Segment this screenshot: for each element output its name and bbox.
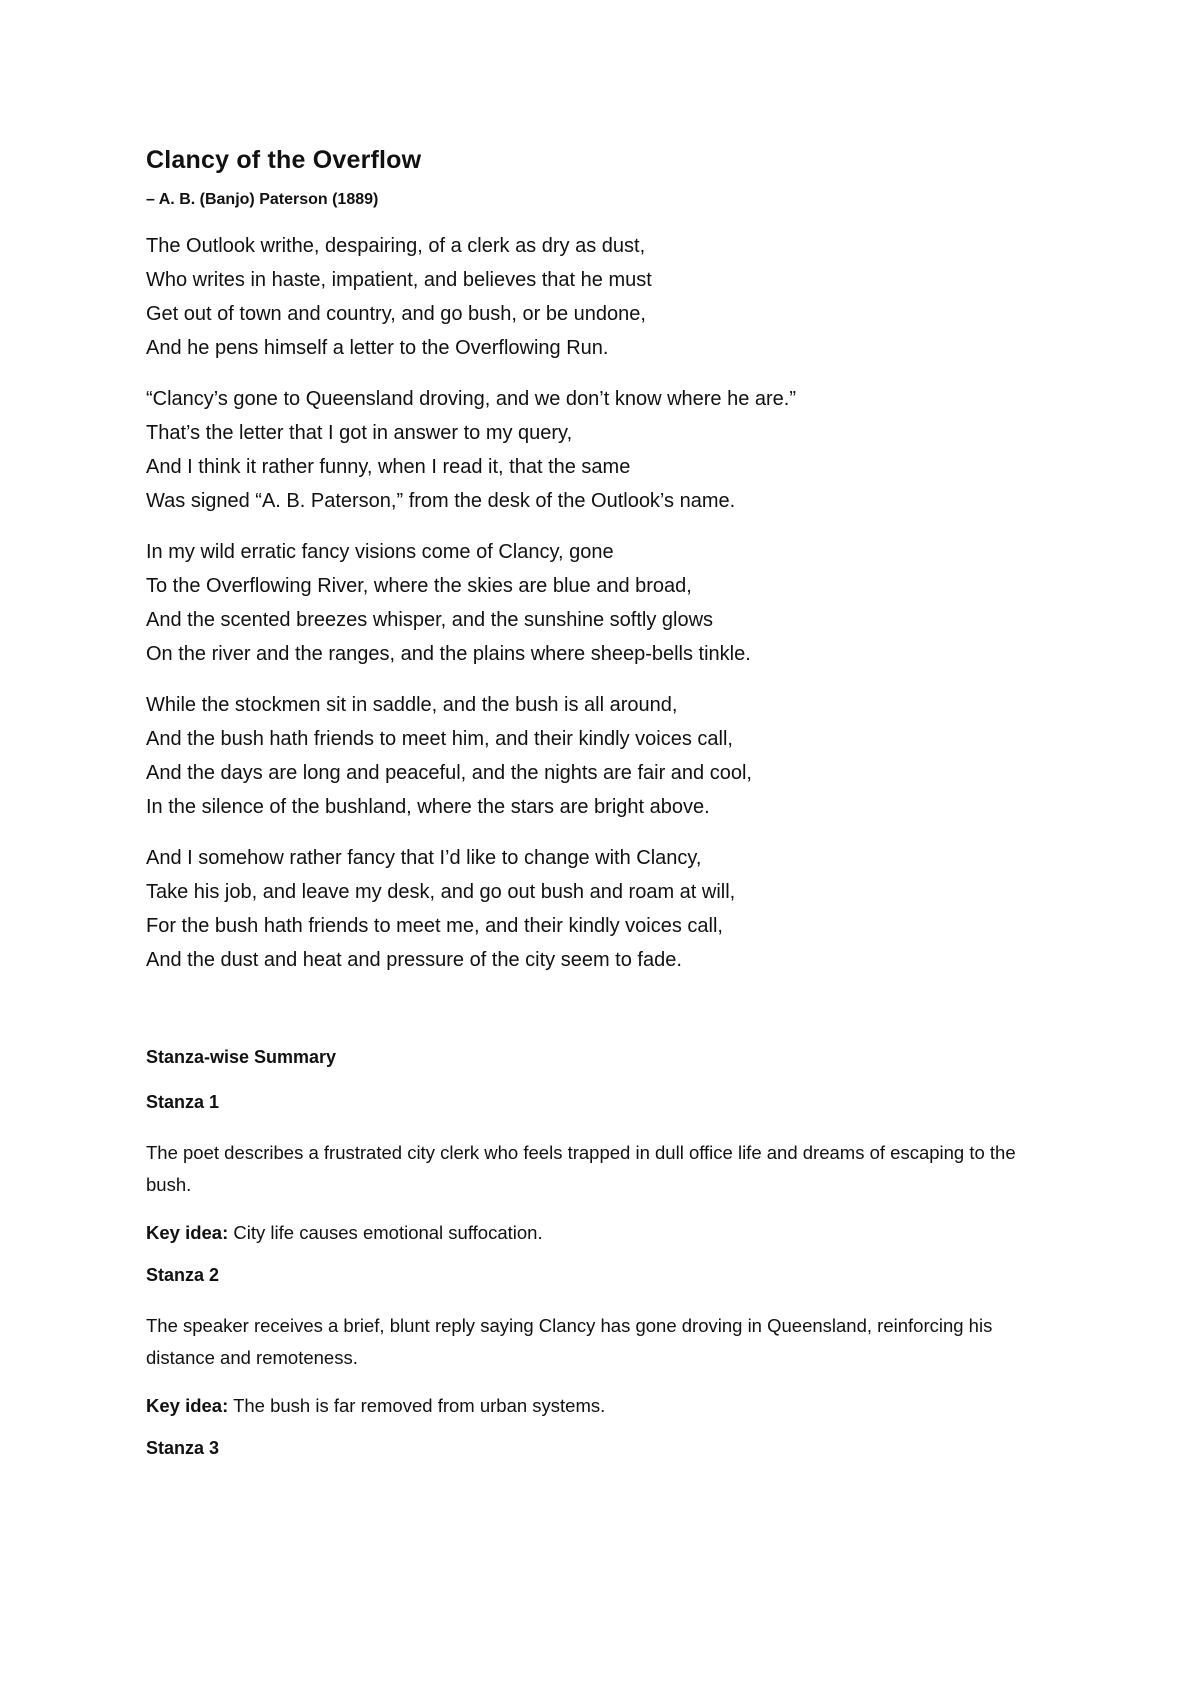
key-idea-label: Key idea:: [146, 1222, 229, 1243]
summary-stanza-2-text: The speaker receives a brief, blunt reply saying Clancy has gone droving in Queensland, reinforcing his distance and remoteness.: [146, 1315, 993, 1368]
poem-line: And the dust and heat and pressure of the city seem to fade.: [146, 949, 682, 971]
poem-stanza-1: [146, 229, 1046, 365]
poem-line: While the stockmen sit in saddle, and the bush is all around,: [146, 694, 678, 716]
poem-stanza-4: [146, 688, 1046, 824]
poem-line: And the scented breezes whisper, and the sunshine softly glows: [146, 609, 714, 631]
summary-stanza-2-key-idea: [146, 1390, 1046, 1422]
poem-title: Clancy of the Overflow: [146, 146, 422, 174]
summary-heading: Stanza-wise Summary: [146, 1047, 337, 1067]
document-page: [146, 146, 1046, 1483]
key-idea-text: City life causes emotional suffocation.: [228, 1222, 543, 1243]
poem-line: Get out of town and country, and go bush, or be undone,: [146, 303, 646, 325]
summary-stanza-1-label: Stanza 1: [146, 1092, 220, 1112]
key-idea-text: The bush is far removed from urban systems.: [228, 1395, 606, 1416]
poem-line: “Clancy’s gone to Queensland droving, and we don’t know where he are.”: [146, 388, 797, 410]
poem-line: And I think it rather funny, when I read it, that the same: [146, 456, 631, 478]
key-idea-label: Key idea:: [146, 1395, 229, 1416]
summary-section: [146, 1047, 1046, 1459]
poem-line: On the river and the ranges, and the plains where sheep-bells tinkle.: [146, 643, 751, 665]
poem-line: And he pens himself a letter to the Overflowing Run.: [146, 337, 609, 359]
poem-line: For the bush hath friends to meet me, and their kindly voices call,: [146, 915, 723, 937]
poem-line: The Outlook writhe, despairing, of a clerk as dry as dust,: [146, 235, 646, 257]
poem-line: Was signed “A. B. Paterson,” from the desk of the Outlook’s name.: [146, 490, 736, 512]
poem-line: To the Overflowing River, where the skies are blue and broad,: [146, 575, 692, 597]
poem-stanza-3: [146, 535, 1046, 671]
summary-stanza-1-text: The poet describes a frustrated city clerk who feels trapped in dull office life and dreams of escaping to the bush.: [146, 1142, 1016, 1195]
summary-stanza-1-key-idea: [146, 1217, 1046, 1249]
poem-stanza-2: [146, 382, 1046, 518]
poem-author: – A. B. (Banjo) Paterson (1889): [146, 191, 379, 208]
summary-stanza-3-label: Stanza 3: [146, 1438, 220, 1458]
summary-stanza-2-label: Stanza 2: [146, 1265, 220, 1285]
poem-line: Who writes in haste, impatient, and believes that he must: [146, 269, 652, 291]
poem-stanza-5: [146, 841, 1046, 977]
poem-line: And I somehow rather fancy that I’d like to change with Clancy,: [146, 847, 702, 869]
poem-line: In the silence of the bushland, where the stars are bright above.: [146, 796, 710, 818]
poem-line: In my wild erratic fancy visions come of Clancy, gone: [146, 541, 614, 563]
poem-line: And the days are long and peaceful, and the nights are fair and cool,: [146, 762, 752, 784]
poem-line: And the bush hath friends to meet him, and their kindly voices call,: [146, 728, 733, 750]
poem-line: Take his job, and leave my desk, and go out bush and roam at will,: [146, 881, 736, 903]
poem-line: That’s the letter that I got in answer to my query,: [146, 422, 573, 444]
